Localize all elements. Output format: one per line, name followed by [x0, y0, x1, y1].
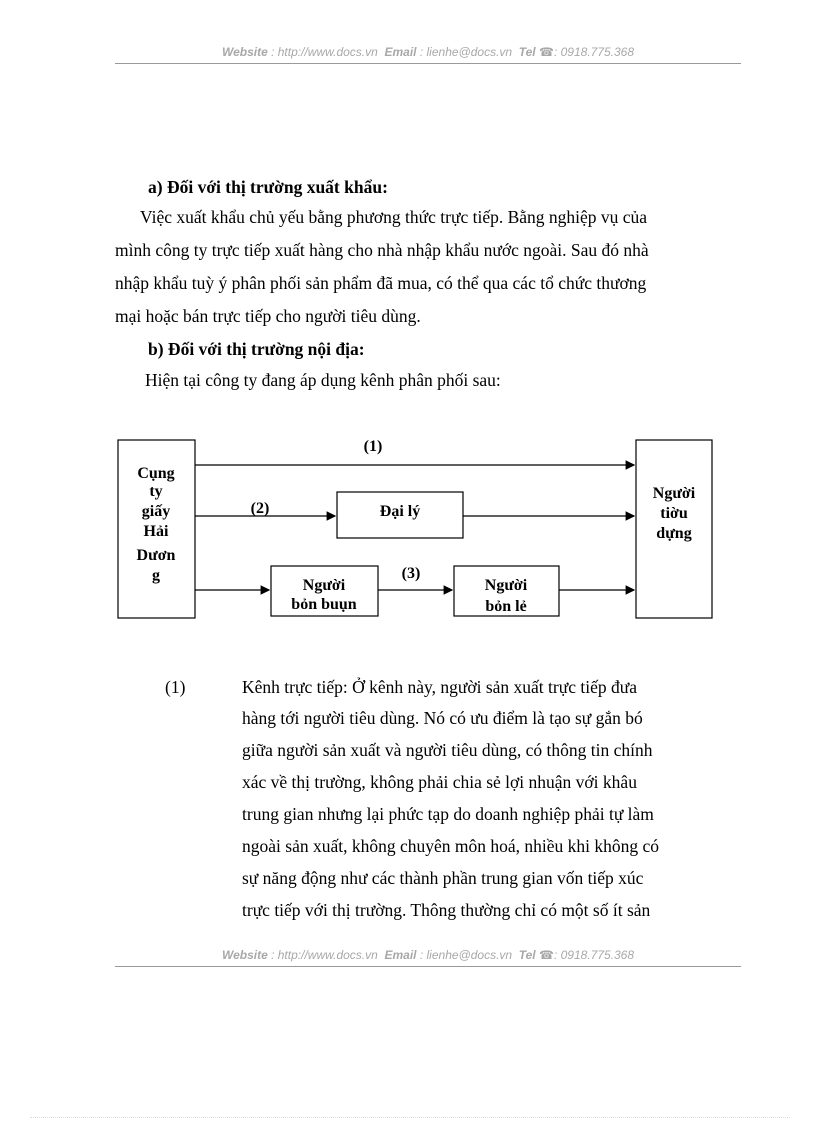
page-footer [115, 948, 741, 962]
tel-label: Tel [518, 45, 536, 59]
company-label-line: Hải [143, 523, 169, 540]
list-line: ngoài sản xuất, không chuyên môn hoá, nhiều khi không có [242, 836, 660, 856]
paragraph-line: mại hoặc bán trực tiếp cho người tiêu dùng. [115, 306, 421, 326]
company-label-line: Dươn [136, 547, 176, 564]
section-b-heading: b) Đối với thị trường nội địa: [148, 339, 365, 359]
list-marker: (1) [165, 677, 186, 697]
tel-value: : 0918.775.368 [553, 45, 635, 59]
list-line: trực tiếp với thị trường. Thông thường chỉ có một số ít sản [242, 900, 651, 920]
company-label-line: giấy [141, 503, 171, 520]
paragraph-line: nhập khẩu tuỳ ý phân phối sản phẩm đã mua, có thể qua các tổ chức thương [115, 273, 647, 293]
channel-3-label: (3) [401, 565, 421, 582]
consumer-label-line: dựng [656, 525, 692, 542]
consumer-label-line: tiờu [660, 505, 688, 522]
website-value: : http://www.docs.vn [271, 948, 378, 962]
retailer-label-line: Người [484, 577, 528, 594]
company-label-line: g [152, 567, 160, 584]
website-value: : http://www.docs.vn [271, 45, 378, 59]
wholesaler-label-line: Người [302, 577, 346, 594]
page-edge-divider [30, 1117, 790, 1118]
email-value: : lienhe@docs.vn [419, 45, 513, 59]
phone-icon: ☎ [539, 45, 554, 59]
list-line: sự năng động như các thành phần trung gian vốn tiếp xúc [242, 868, 644, 888]
channel-1-label: (1) [363, 438, 383, 455]
paragraph-line: mình công ty trực tiếp xuất hàng cho nhà nhập khẩu nước ngoài. Sau đó nhà [115, 240, 649, 260]
company-label-line: ty [149, 483, 163, 500]
tel-label: Tel [518, 948, 536, 962]
footer-rule [115, 966, 741, 967]
list-line: giữa người sản xuất và người tiêu dùng, có thông tin chính [242, 740, 653, 760]
company-label-line: Cụng [137, 465, 175, 482]
email-label: Email [384, 45, 417, 59]
list-line: xác về thị trường, không phải chia sẻ lợi nhuận với khâu [242, 772, 637, 792]
tel-value: : 0918.775.368 [553, 948, 635, 962]
email-label: Email [384, 948, 417, 962]
list-line: Kênh trực tiếp: Ở kênh này, người sản xuất trực tiếp đưa [242, 677, 637, 697]
consumer-label-line: Người [652, 485, 696, 502]
agent-label: Đại lý [379, 503, 421, 520]
website-label: Website [221, 948, 268, 962]
website-label: Website [221, 45, 268, 59]
section-a-heading: a) Đối với thị trường xuất khẩu: [148, 177, 388, 197]
list-line: hàng tới người tiêu dùng. Nó có ưu điểm là tạo sự gắn bó [242, 708, 643, 728]
phone-icon: ☎ [539, 948, 554, 962]
email-value: : lienhe@docs.vn [419, 948, 513, 962]
wholesaler-label-line: bỏn buụn [291, 596, 357, 613]
paragraph-line: Việc xuất khẩu chủ yếu bằng phương thức trực tiếp. Bằng nghiệp vụ của [140, 207, 648, 227]
list-line: trung gian nhưng lại phức tạp do doanh nghiệp phải tự làm [242, 804, 654, 824]
section-b-intro: Hiện tại công ty đang áp dụng kênh phân phối sau: [145, 370, 501, 390]
retailer-label-line: bỏn lẻ [485, 598, 527, 615]
channel-2-label: (2) [250, 500, 270, 517]
